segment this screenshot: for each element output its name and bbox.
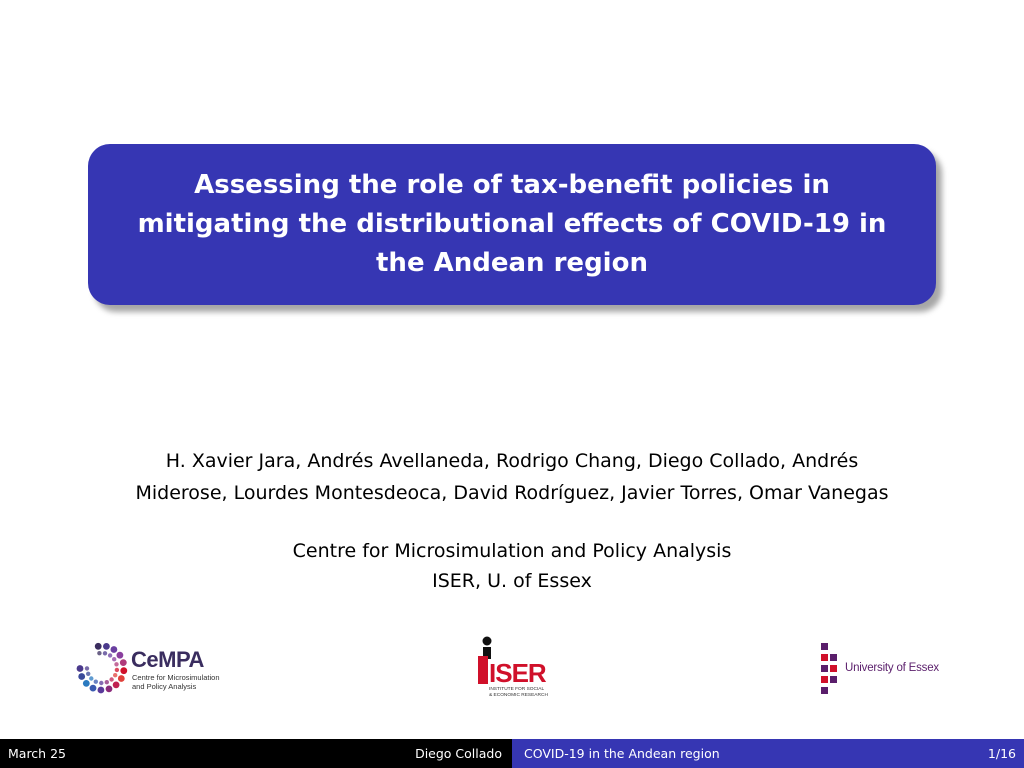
title-box (88, 144, 936, 305)
author-list: H. Xavier Jara, Andrés Avellaneda, Rodrigo Chang, Diego Collado, Andrés Miderose, Lourdes Montesdeoca, David Rodríguez, Javier Torres, Omar Vanegas (135, 450, 889, 504)
footer-bar (0, 739, 1024, 768)
cempa-logo-name: CeMPA (131, 647, 204, 672)
footer-short-title: COVID-19 in the Andean region (524, 746, 720, 761)
footer-date: March 25 (8, 746, 66, 761)
footer-author: Diego Collado (415, 746, 502, 761)
affiliation-university: ISER, U. of Essex (432, 570, 592, 592)
footer-right (512, 739, 1024, 768)
essex-logo (818, 641, 958, 697)
essex-squares-icon (818, 641, 842, 697)
cempa-logo (74, 636, 234, 700)
cempa-people-circle-icon (74, 636, 130, 700)
iser-logo (476, 634, 556, 702)
cempa-logo-subtitle: Centre for Microsimulation and Policy Analysis (132, 673, 220, 691)
iser-logo-subtitle: INSTITUTE FOR SOCIAL & ECONOMIC RESEARCH (489, 687, 548, 698)
slide-title: Assessing the role of tax-benefit policies in mitigating the distributional effects of COVID-19 in the Andean region (137, 170, 887, 278)
iser-logo-word: ISER (489, 658, 546, 688)
affiliation (100, 536, 924, 596)
essex-logo-word: University of Essex (845, 662, 939, 674)
footer-left (0, 739, 512, 768)
footer-page-number: 1/16 (987, 746, 1016, 761)
affiliation-institute: Centre for Microsimulation and Policy Analysis (292, 540, 732, 562)
